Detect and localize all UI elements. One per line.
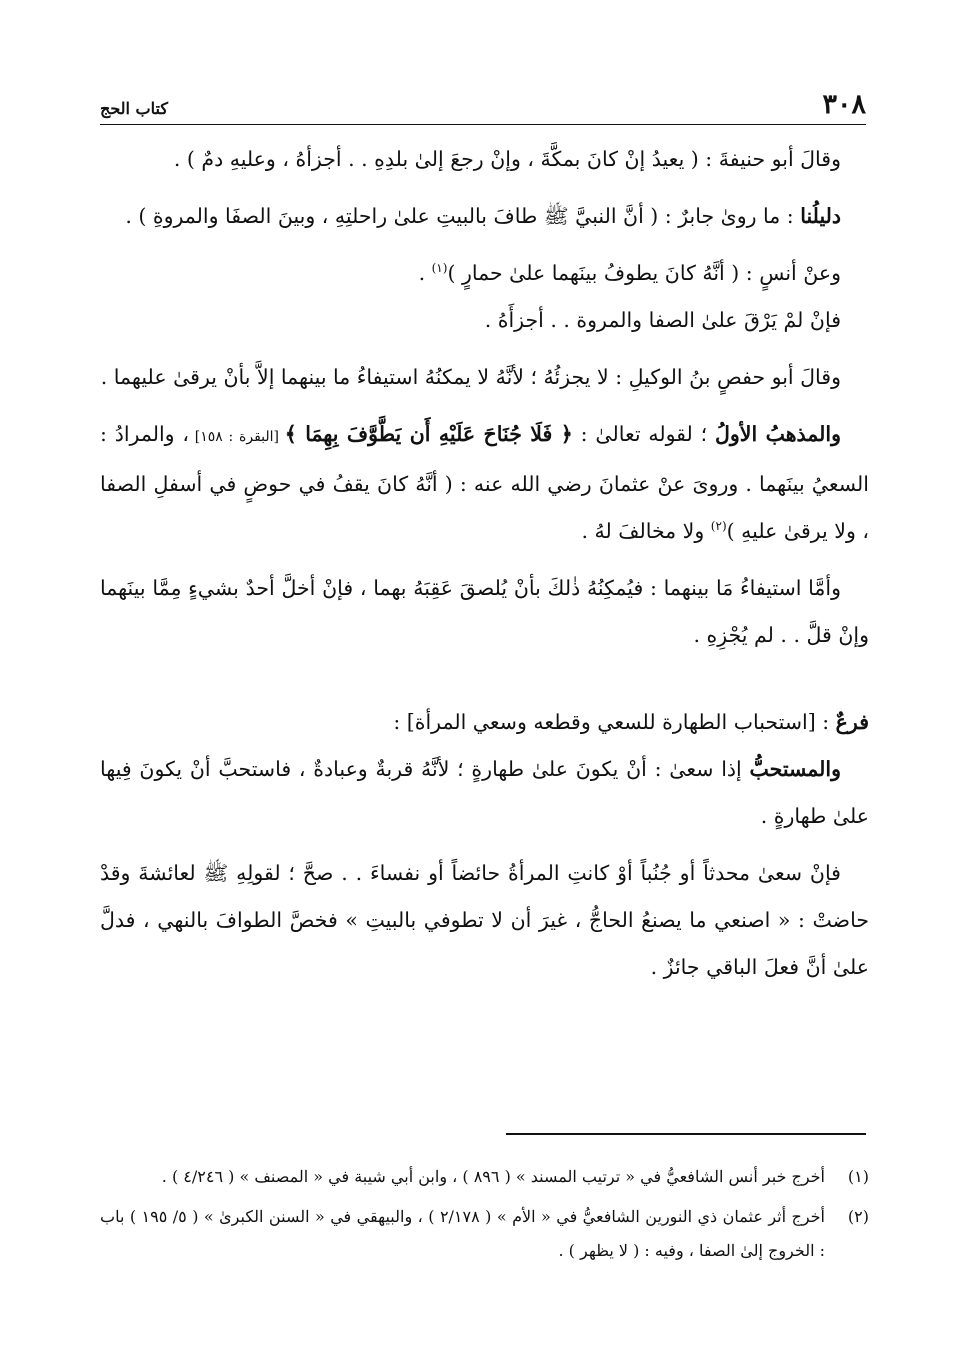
footnote-marker-2[interactable]: (٢) [710,519,727,534]
page-number: ٣٠٨ [822,89,866,120]
paragraph-text: وقالَ أبو حفصٍ بنُ الوكيلِ : لا يجزئُهُ ؛ لأنَّهُ لا يمكنُهُ استيفاءُ ما بينهما إلاَّ بأنْ يرقیٰ عليهما . [100,365,841,389]
recommended-lead: والمستحبُّ [749,757,841,781]
quran-verse: ﴿ فَلَا جُنَاحَ عَلَيْهِ أَن يَطَّوَّفَ بِهِمَا ﴾ [284,422,573,446]
paragraph-not-climbing [100,297,869,344]
branch-label: فرعٌ [835,710,869,734]
footnote-marker-1[interactable]: (١) [431,261,448,276]
paragraph-text: فإنْ لمْ يَرْقَ علیٰ الصفا والمروة . . أجزأَهُ . [484,308,841,332]
first-opinion-lead: والمذهبُ الأولُ [714,422,841,446]
paragraph-impure-state [100,850,869,991]
paragraph-end: . [418,261,432,285]
paragraph-recommended [100,746,869,840]
footnote-divider [506,1133,866,1135]
footnote-number: (١) [847,1167,869,1186]
paragraph-text: فإنْ سعیٰ محدثاً أو جُنُباً أوْ كانتِ المرأةُ حائضاً أو نفساءَ . . صحَّ ؛ لقولِهِ ﷺ لعائشةَ وقدْ حاضتْ : « اصنعي ما يصنعُ الحاجُّ ، غيرَ أن لا تطوفي بالبيتِ » فخصَّ الطوافَ بالنهي ، فدلَّ علیٰ أنَّ فعلَ الباقي جائزٌ . [100,861,869,979]
paragraph-text: ؛ لقوله تعالیٰ : [572,422,715,446]
evidence-lead: دليلُنا [800,204,841,228]
paragraph-text: إذا سعیٰ : أنْ يكونَ علیٰ طهارةٍ ؛ لأنَّهُ قربةٌ وعبادةٌ ، فاستحبَّ أنْ يكونَ فِيها علیٰ طهارةٍ . [100,757,869,828]
paragraph-text: : ما رویٰ جابرٌ : ( أنَّ النبيَّ ﷺ طافَ بالبيتِ علیٰ راحلتِهِ ، وبينَ الصفَا والمروةِ ) . [125,204,801,228]
main-text [100,136,869,991]
branch-title: : [استحباب الطهارة للسعي وقطعه وسعي المرأة] : [393,710,836,734]
footnote-2 [100,1200,869,1268]
paragraph-text: ولا مخالفَ لهُ . [581,519,711,543]
footnote-number: (٢) [847,1207,869,1226]
verse-reference: [البقرة : ١٥٨] [189,429,285,445]
paragraph-first-opinion [100,411,869,555]
footnote-text: أخرج أثر عثمان ذي النورين الشافعيُّ في « الأم » ( ٢/١٧٨ ) ، والبيهقي في « السنن الكبریٰ » ( ٥/ ١٩٥ ) باب : الخروج إلیٰ الصفا ، وفيه : ( لا يظهر ) . [100,1207,826,1260]
paragraph-text: وأمَّا استيفاءُ مَا بينهما : فيُمكِنُهُ ذٰلكَ بأنْ يُلصقَ عَقِبَهُ بهما ، فإنْ أخلَّ أحدٌ بشيءٍ مِمَّا بينَهما وإنْ قلَّ . . لم يُجْزِهِ . [100,576,869,647]
paragraph-text: ، والمرادُ : السعيُ بينَهما . ورویَ عنْ عثمانَ رضي الله عنه : ( أنَّهُ كانَ يقفُ في حوضٍ في أسفلِ الصفا ، ولا يرقیٰ عليهِ ) [100,422,869,543]
paragraph-evidence [100,193,869,240]
footnote-1 [100,1160,869,1194]
footnote-text: أخرج خبر أنس الشافعيُّ في « ترتيب المسند » ( ٨٩٦ ) ، وابن أبي شيبة في « المصنف » ( ٤/٢٤٦ ) . [161,1167,825,1186]
paragraph-text: وعنْ أنسٍ : ( أنَّهُ كانَ يطوفُ بينَهما علیٰ حمارٍ ) [447,261,841,285]
page-header [100,84,866,125]
section-heading-branch [100,699,869,746]
paragraph-abu-hanifa [100,136,869,183]
running-title: كتاب الحج [100,99,168,118]
paragraph-abu-hafs [100,354,869,401]
paragraph-anas [100,250,869,297]
footnotes [100,1160,869,1274]
paragraph-text: وقالَ أبو حنيفةَ : ( يعيدُ إنْ كانَ بمكَّةَ ، وإنْ رجعَ إلىٰ بلدِهِ . . أجزأهُ ، وعليهِ دمٌ ) . [173,147,841,171]
paragraph-fulfilment [100,565,869,659]
